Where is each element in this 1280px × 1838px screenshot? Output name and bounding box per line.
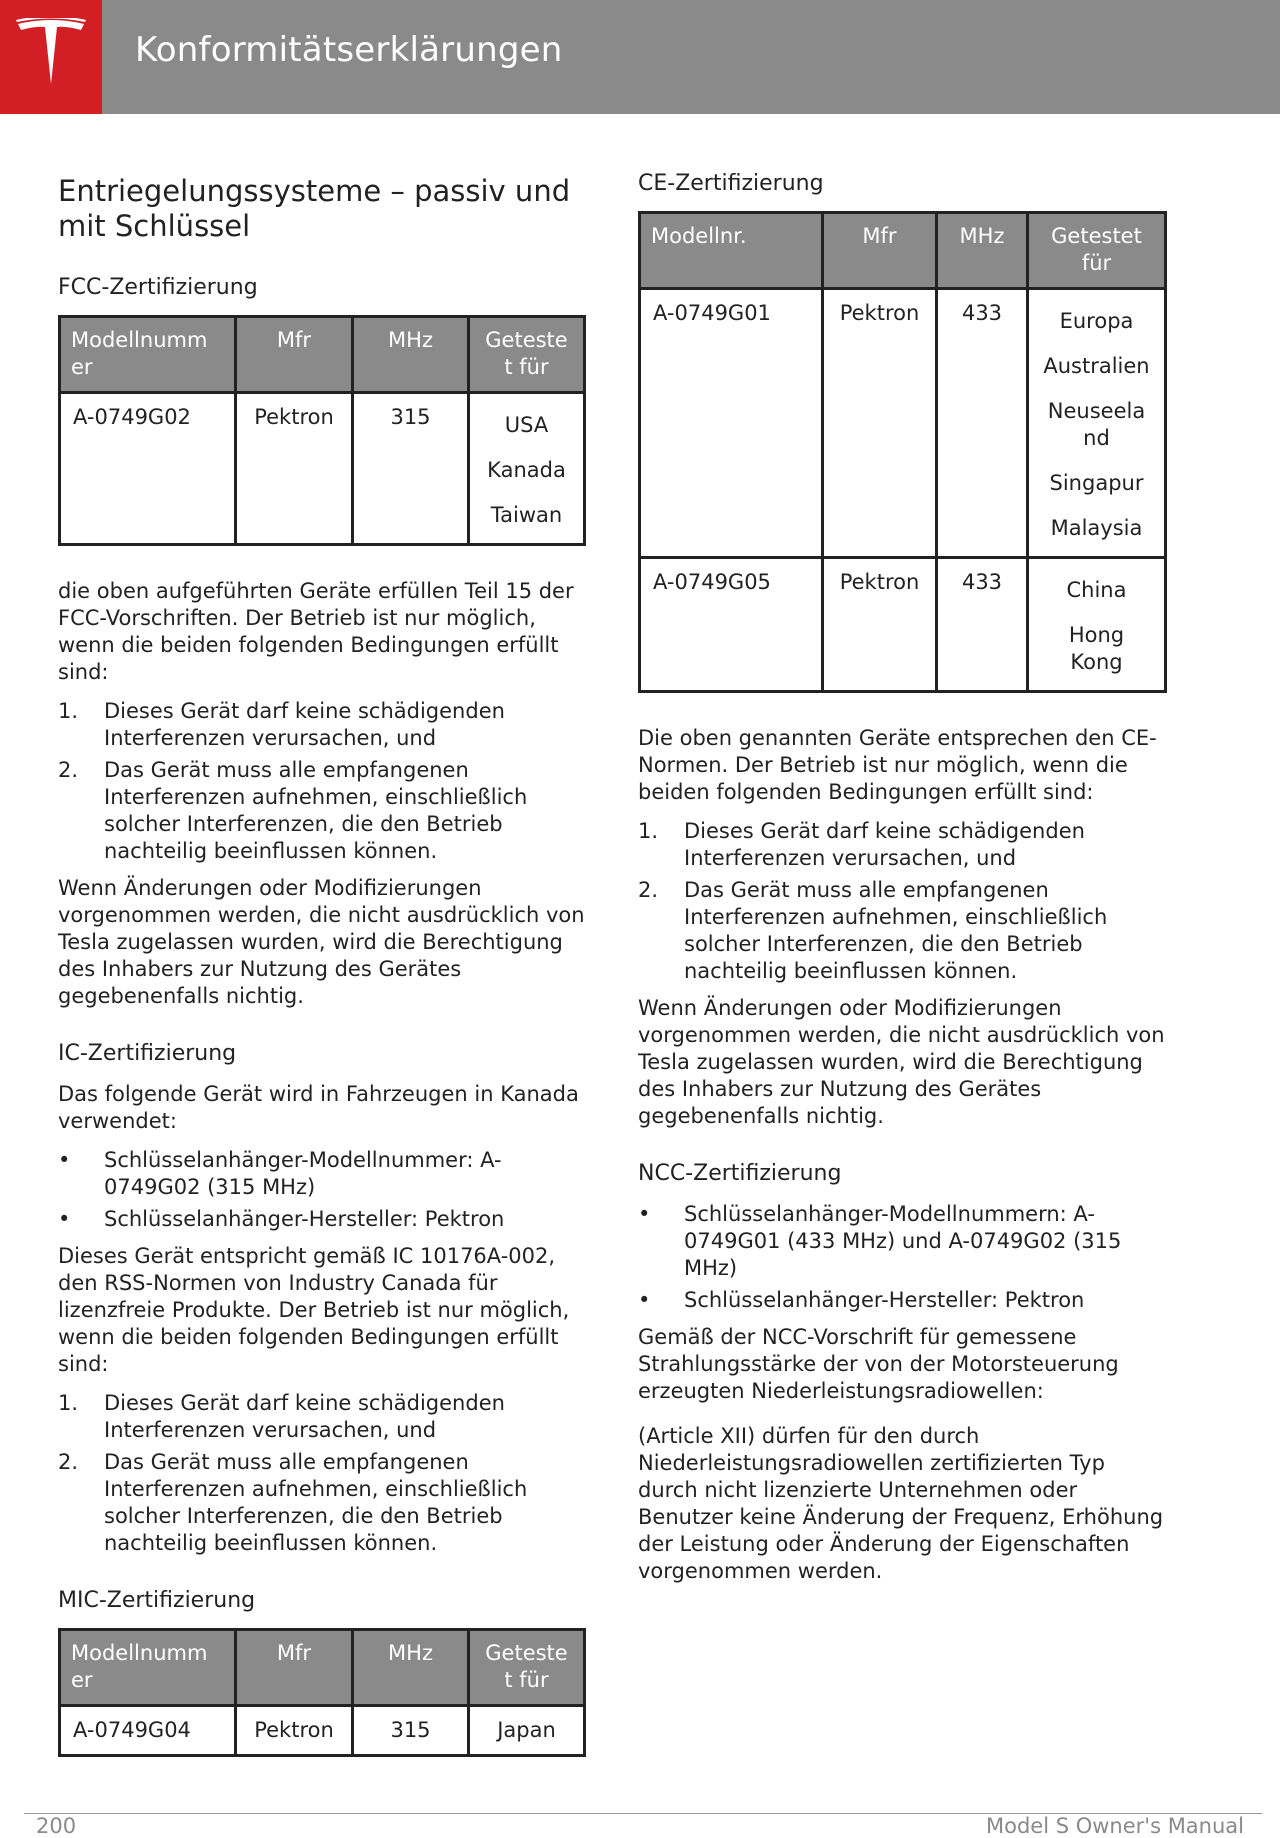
ic-bullets <box>58 1147 586 1233</box>
header-tested-for: Getestet für <box>1028 213 1166 289</box>
country: Australien <box>1043 354 1150 378</box>
country: Malaysia <box>1050 516 1143 540</box>
table-header-row <box>60 1630 585 1706</box>
list-text: Das Gerät muss alle empfangenen Interferenzen aufnehmen, einschließlich solcher Interferenzen, die den Betrieb nachteilig beeinflussen können. <box>104 1450 528 1555</box>
header-mhz: MHz <box>353 317 469 393</box>
country: Kanada <box>487 458 566 482</box>
list-text: Schlüsselanhänger-Modellnummern: A-0749G01 (433 MHz) und A-0749G02 (315 MHz) <box>684 1202 1122 1280</box>
cell-mfr: Pektron <box>823 558 937 692</box>
cell-countries <box>1028 289 1166 558</box>
bullet-mark: • <box>638 1288 651 1312</box>
list-number: 1. <box>58 1391 79 1415</box>
list-item <box>58 1390 586 1444</box>
list-item <box>58 1206 586 1233</box>
page-header <box>0 0 1280 114</box>
country: Europa <box>1059 309 1134 333</box>
cell-mfr: Pektron <box>236 1706 353 1756</box>
table-header-row <box>640 213 1166 289</box>
section-title: Entriegelungssysteme – passiv und mit Schlüssel <box>58 174 571 243</box>
cell-model: A-0749G02 <box>60 393 236 545</box>
cell-mhz: 433 <box>937 289 1028 558</box>
list-item <box>58 698 586 752</box>
left-column <box>58 170 586 1789</box>
cell-countries <box>1028 558 1166 692</box>
list-text: Schlüsselanhänger-Hersteller: Pektron <box>684 1288 1085 1312</box>
list-text: Das Gerät muss alle empfangenen Interferenzen aufnehmen, einschließlich solcher Interferenzen, die den Betrieb nachteilig beeinflussen können. <box>684 878 1108 983</box>
header-model: Modellnr. <box>640 213 823 289</box>
list-number: 1. <box>58 699 79 723</box>
fcc-paragraph-2: Wenn Änderungen oder Modifizierungen vorgenommen werden, die nicht ausdrücklich von Tesla zugelassen wurden, wird die Berechtigung des Inhabers zur Nutzung des Gerätes gegebenenfalls nichtig. <box>58 876 585 1008</box>
page-title: Konformitätserklärungen <box>135 30 563 70</box>
cell-model: A-0749G04 <box>60 1706 236 1756</box>
list-number: 2. <box>638 878 659 902</box>
page-number: 200 <box>36 1814 77 1838</box>
list-text: Dieses Gerät darf keine schädigenden Interferenzen verursachen, und <box>104 699 505 750</box>
bullet-mark: • <box>638 1202 651 1226</box>
header-tested-for: Geteste t für <box>469 1630 585 1706</box>
country: Singapur <box>1049 471 1144 495</box>
list-item <box>638 1201 1166 1282</box>
bullet-mark: • <box>58 1207 71 1231</box>
cell-model: A-0749G05 <box>640 558 823 692</box>
list-number: 2. <box>58 758 79 782</box>
cell-countries <box>469 393 585 545</box>
country: Neuseela nd <box>1047 399 1146 450</box>
right-column <box>638 170 1166 1597</box>
country: Hong Kong <box>1068 623 1125 674</box>
header-mfr: Mfr <box>236 317 353 393</box>
header-mhz: MHz <box>353 1630 469 1706</box>
country: USA <box>504 413 549 437</box>
cell-model: A-0749G01 <box>640 289 823 558</box>
bullet-mark: • <box>58 1148 71 1172</box>
ic-paragraph-1: Das folgende Gerät wird in Fahrzeugen in Kanada verwendet: <box>58 1082 579 1133</box>
cell-mhz: 315 <box>353 393 469 545</box>
header-model: Modellnumm er <box>60 1630 236 1706</box>
fcc-heading: FCC-Zertifizierung <box>58 275 258 300</box>
ic-conditions <box>58 1390 586 1557</box>
list-text: Dieses Gerät darf keine schädigenden Interferenzen verursachen, und <box>104 1391 505 1442</box>
cell-mfr: Pektron <box>823 289 937 558</box>
table-row <box>60 1706 585 1756</box>
ncc-paragraph-2: (Article XII) dürfen für den durch Niederleistungsradiowellen zertifizierten Typ durch nicht lizenzierte Unternehmen oder Benutzer keine Änderung der Frequenz, Erhöhung der Leistung oder Änderung der Eigenschaften vorgenommen werden. <box>638 1424 1164 1583</box>
list-number: 2. <box>58 1450 79 1474</box>
table-header-row <box>60 317 585 393</box>
mic-heading: MIC-Zertifizierung <box>58 1588 256 1613</box>
list-text: Dieses Gerät darf keine schädigenden Interferenzen verursachen, und <box>684 819 1085 870</box>
list-text: Das Gerät muss alle empfangenen Interferenzen aufnehmen, einschließlich solcher Interferenzen, die den Betrieb nachteilig beeinflussen können. <box>104 758 528 863</box>
country: Taiwan <box>490 503 563 527</box>
header-tested-for: Geteste t für <box>469 317 585 393</box>
list-text: Schlüsselanhänger-Hersteller: Pektron <box>104 1207 505 1231</box>
header-mhz: MHz <box>937 213 1028 289</box>
cell-mfr: Pektron <box>236 393 353 545</box>
ce-paragraph-1: Die oben genannten Geräte entsprechen den CE-Normen. Der Betrieb ist nur möglich, wenn die beiden folgenden Bedingungen erfüllt sind: <box>638 726 1157 804</box>
ncc-bullets <box>638 1201 1166 1314</box>
table-row <box>640 289 1166 558</box>
list-item <box>58 1449 586 1557</box>
ce-heading: CE-Zertifizierung <box>638 171 824 196</box>
cell-mhz: 433 <box>937 558 1028 692</box>
ce-conditions <box>638 818 1166 985</box>
manual-title: Model S Owner's Manual <box>986 1814 1244 1838</box>
list-item <box>638 1287 1166 1314</box>
cell-mhz: 315 <box>353 1706 469 1756</box>
mic-table <box>58 1628 586 1757</box>
table-row <box>60 393 585 545</box>
list-item <box>58 757 586 865</box>
country: China <box>1066 578 1127 602</box>
ncc-heading: NCC-Zertifizierung <box>638 1161 842 1186</box>
header-model: Modellnumm er <box>60 317 236 393</box>
ce-paragraph-2: Wenn Änderungen oder Modifizierungen vorgenommen werden, die nicht ausdrücklich von Tesla zugelassen wurden, wird die Berechtigung des Inhabers zur Nutzung des Gerätes gegebenenfalls nichtig. <box>638 996 1165 1128</box>
logo-box <box>0 0 102 114</box>
cell-country: Japan <box>469 1706 585 1756</box>
list-item <box>638 877 1166 985</box>
fcc-paragraph-1: die oben aufgeführten Geräte erfüllen Teil 15 der FCC-Vorschriften. Der Betrieb ist nur möglich, wenn die beiden folgenden Bedingungen erfüllt sind: <box>58 579 574 684</box>
list-number: 1. <box>638 819 659 843</box>
ncc-paragraph-1: Gemäß der NCC-Vorschrift für gemessene Strahlungsstärke der von der Motorsteuerung erzeugten Niederleistungsradiowellen: <box>638 1325 1119 1403</box>
ce-table <box>638 211 1167 693</box>
fcc-conditions <box>58 698 586 865</box>
table-row <box>640 558 1166 692</box>
list-text: Schlüsselanhänger-Modellnummer: A-0749G02 (315 MHz) <box>104 1148 502 1199</box>
list-item <box>638 818 1166 872</box>
ic-heading: IC-Zertifizierung <box>58 1041 237 1066</box>
header-mfr: Mfr <box>823 213 937 289</box>
tesla-logo-icon <box>14 18 88 88</box>
list-item <box>58 1147 586 1201</box>
ic-paragraph-2: Dieses Gerät entspricht gemäß IC 10176A-002, den RSS-Normen von Industry Canada für lizenzfreie Produkte. Der Betrieb ist nur möglich, wenn die beiden folgenden Bedingungen erfüllt sind: <box>58 1244 570 1376</box>
fcc-table <box>58 315 586 546</box>
header-mfr: Mfr <box>236 1630 353 1706</box>
